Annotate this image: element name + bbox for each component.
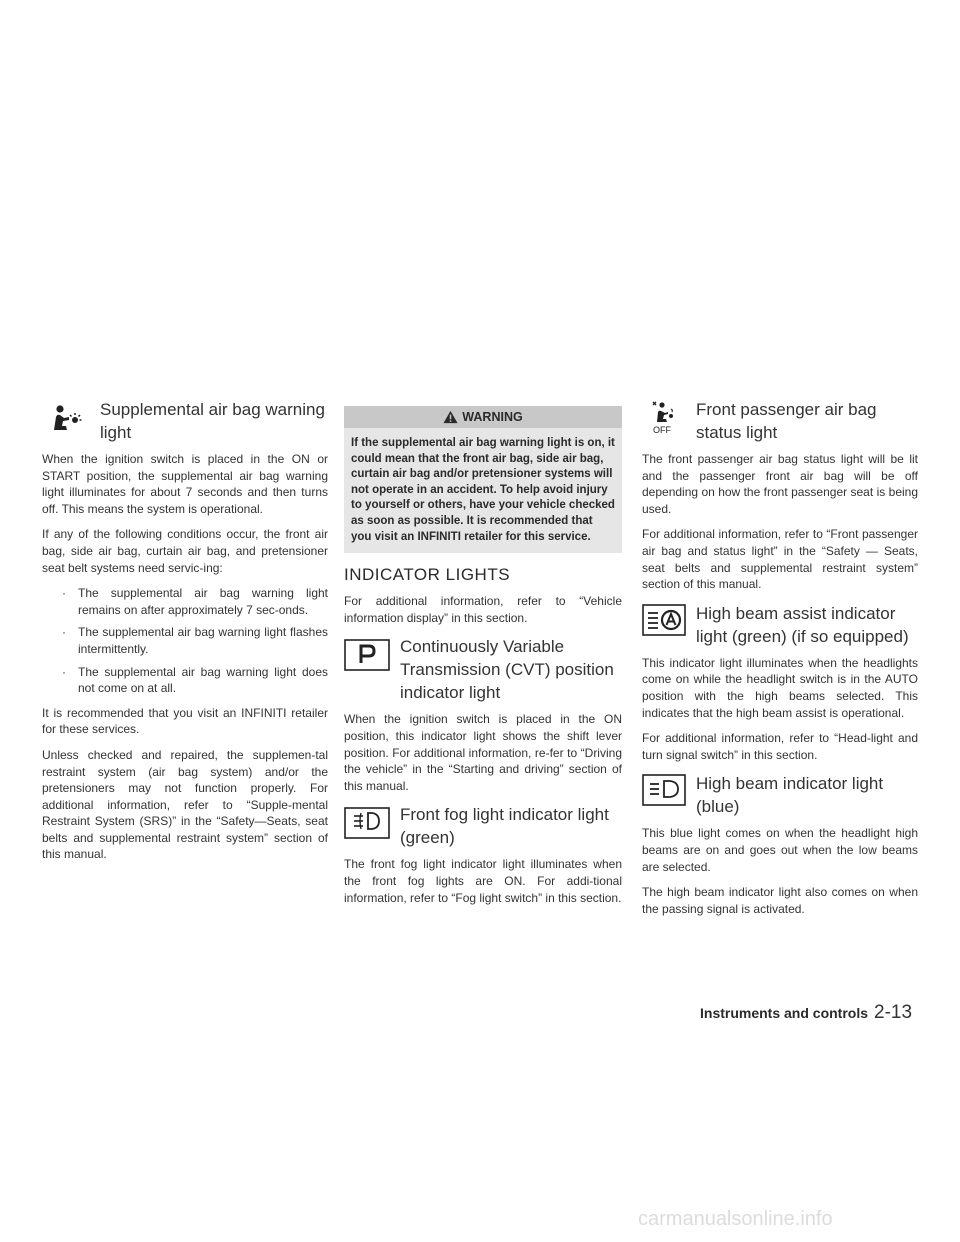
passenger-airbag-off-icon (642, 400, 686, 436)
passenger-paragraph-2: For additional information, refer to “Front passenger air bag and status light” in the “Safety — Seats, seat belts and supplemental restraint system” section of this manual. (642, 527, 918, 592)
warning-label: WARNING (462, 410, 523, 424)
list-item: · The supplemental air bag warning light does not come on at all. (62, 664, 328, 696)
hb-paragraph-1: This blue light comes on when the headlight high beams are on and goes out when the low beams are selected. (642, 826, 918, 874)
condition-list (42, 585, 328, 697)
airbag-warning-heading (42, 398, 328, 444)
hba-paragraph-1: This indicator light illuminates when the headlights come on while the headlight switch is in the AUTO position with the high beams selected. This indicates that the high beam assist is operational. (642, 655, 918, 720)
bullet-marker: · (62, 664, 66, 679)
page-number: 2-13 (874, 1002, 913, 1023)
fog-text: The front fog light indicator light illuminates when the front fog lights are ON. For addi-tional information, refer to “Fog light switch” in this section. (344, 857, 622, 905)
fog-title: Front fog light indicator light (green) (400, 805, 609, 848)
cvt-text: When the ignition switch is placed in the ON position, this indicator light shows the shift lever position. For additional information, re-fer to “Driving the vehicle” in the “Starting and driving” section of this manual. (344, 712, 622, 793)
airbag-paragraph-2: If any of the following conditions occur, the front air bag, side air bag, curtain air bag, and pretensioner seat belt systems need servic-ing: (42, 527, 328, 575)
cvt-title: Continuously Variable Transmission (CVT) position indicator light (400, 637, 614, 703)
high-beam-title: High beam indicator light (blue) (696, 774, 884, 817)
list-item: · The supplemental air bag warning light flashes intermittently. (62, 625, 328, 656)
page-footer (700, 1002, 912, 1024)
cvt-heading (344, 635, 622, 704)
fog-light-icon (344, 807, 390, 839)
high-beam-assist-title: High beam assist indicator light (green) (if so equipped) (696, 603, 909, 646)
high-beam-icon (642, 774, 686, 806)
warning-triangle-icon (443, 410, 458, 424)
airbag-paragraph-3: It is recommended that you visit an INFINITI retailer for these services. (42, 705, 328, 737)
section-title: INDICATOR LIGHTS (344, 565, 511, 585)
column-right (642, 398, 918, 926)
fog-heading (344, 803, 622, 849)
list-item: · The supplemental air bag warning light remains on after approximately 7 sec-onds. (62, 586, 328, 617)
high-beam-assist-icon (642, 604, 686, 636)
warning-text: If the supplemental air bag warning light is on, it could mean that the front air bag, side air bag, curtain air bag and/or pretensioner systems will not operate in an accident. To help avoid injury to yourself or others, have your vehicle checked as soon as possible. It is recommended that you visit an INFINITI retailer for this service. (344, 428, 622, 553)
passenger-off-label: OFF (653, 425, 671, 435)
bullet-marker: · (62, 625, 66, 640)
warning-box (344, 406, 622, 553)
column-middle (344, 406, 622, 915)
airbag-paragraph-1: When the ignition switch is placed in the ON or START position, the supplemental air bag warning light illuminates for about 7 seconds and then turns off. This means the system is operational. (42, 452, 328, 516)
watermark: carmanualsonline.info (638, 1208, 833, 1230)
high-beam-assist-heading (642, 602, 918, 648)
passenger-airbag-heading (642, 398, 918, 444)
section-intro: For additional information, refer to “Vehicle information display” in this section. (344, 594, 622, 625)
airbag-warning-title: Supplemental air bag warning light (100, 400, 325, 442)
hb-paragraph-2: The high beam indicator light also comes on when the passing signal is activated. (642, 885, 918, 916)
passenger-paragraph-1: The front passenger air bag status light will be lit and the passenger front air bag will be off depending on how the front passenger seat is being used. (642, 452, 918, 516)
column-left (42, 398, 328, 872)
cvt-position-icon (344, 639, 390, 671)
airbag-warning-icon (42, 400, 90, 434)
hba-paragraph-2: For additional information, refer to “Head-light and turn signal switch” in this section. (642, 731, 918, 762)
airbag-paragraph-4: Unless checked and repaired, the supplemen-tal restraint system (air bag system) and/or the pretensioners may not function properly. For additional information, refer to “Supple-mental Restraint System (SRS)” in the “Safety—Seats, seat belts and supplemental restraint system” section of this manual. (42, 747, 328, 862)
high-beam-heading (642, 772, 918, 818)
passenger-airbag-title: Front passenger air bag status light (696, 400, 877, 442)
bullet-marker: · (62, 586, 66, 601)
warning-header (344, 406, 622, 428)
footer-section: Instruments and controls (700, 1005, 869, 1021)
